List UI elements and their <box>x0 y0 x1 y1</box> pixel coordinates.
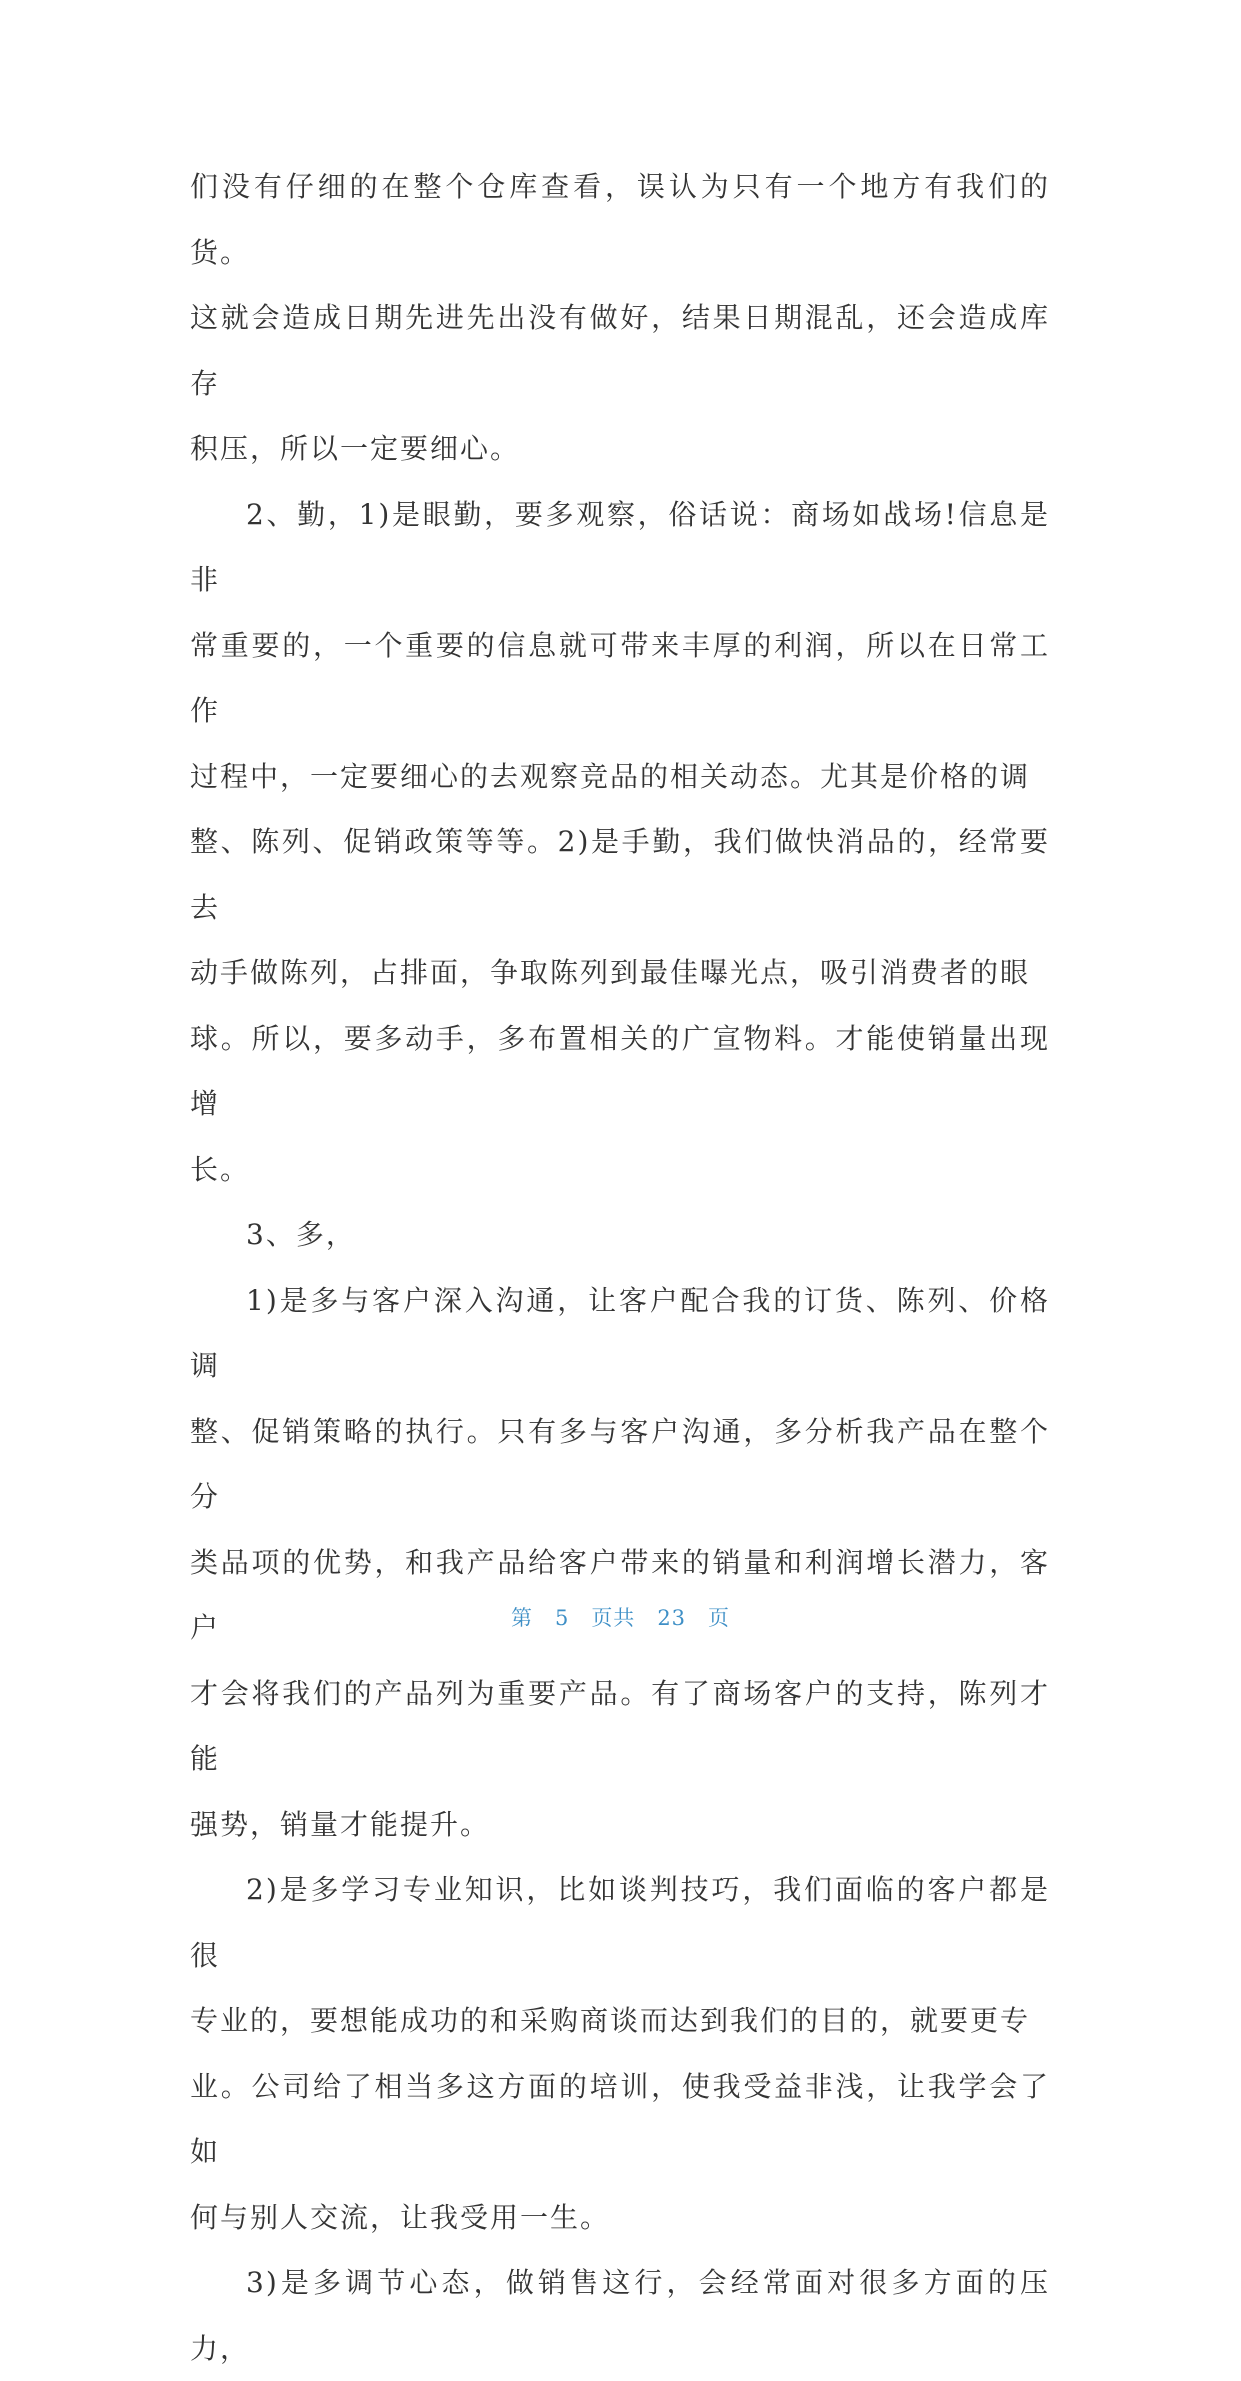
text-line: 积压，所以一定要细心。 <box>190 432 521 465</box>
text-line: 何与别人交流，让我受用一生。 <box>190 2200 611 2234</box>
footer-prefix: 第 <box>510 1606 533 1630</box>
text-line: 业。公司给了相当多这方面的培训，使我受益非浅，让我学会了如 <box>190 2069 1050 2168</box>
text-line: 整、促销策略的执行。只有多与客户沟通，多分析我产品在整个分 <box>190 1414 1050 1513</box>
document-body <box>190 154 1050 2381</box>
text-line: 3、多， <box>246 1218 356 1251</box>
page-footer <box>0 1602 1241 1632</box>
text-line: 2、勤，1)是眼勤，要多观察，俗话说：商场如战场!信息是非 <box>190 497 1050 596</box>
text-line: 才会将我们的产品列为重要产品。有了商场客户的支持，陈列才能 <box>190 1676 1050 1775</box>
text-line: 过程中，一定要细心的去观察竞品的相关动态。尤其是价格的调 <box>190 759 1031 793</box>
text-line: 类品项的优势，和我产品给客户带来的销量和利润增长潜力，客户 <box>190 1545 1050 1644</box>
text-line: 球。所以，要多动手，多布置相关的广宣物料。才能使销量出现增 <box>190 1021 1050 1120</box>
text-line: 们没有仔细的在整个仓库查看，误认为只有一个地方有我们的货。 <box>190 170 1050 269</box>
total-pages: 23 <box>657 1606 687 1630</box>
text-line: 整、陈列、促销政策等等。2)是手勤，我们做快消品的，经常要去 <box>190 825 1050 924</box>
text-line: 2)是多学习专业知识，比如谈判技巧，我们面临的客户都是很 <box>190 1873 1050 1972</box>
text-line: 动手做陈列，占排面，争取陈列到最佳曝光点，吸引消费者的眼 <box>190 956 1031 989</box>
page-number: 5 <box>554 1606 570 1630</box>
paragraph-5 <box>190 1857 1050 2250</box>
paragraph-4 <box>190 1268 1050 1858</box>
footer-middle: 页共 <box>591 1606 636 1630</box>
text-line: 常重要的，一个重要的信息就可带来丰厚的利润，所以在日常工作 <box>190 628 1050 727</box>
footer-suffix: 页 <box>708 1606 731 1630</box>
text-line: 长。 <box>190 1152 251 1186</box>
paragraph-1 <box>190 154 1050 482</box>
text-line: 这就会造成日期先进先出没有做好，结果日期混乱，还会造成库存 <box>190 301 1050 400</box>
paragraph-3 <box>190 1202 1050 1268</box>
text-line: 强势，销量才能提升。 <box>190 1807 491 1841</box>
text-line: 1)是多与客户深入沟通，让客户配合我的订货、陈列、价格调 <box>190 1283 1050 1382</box>
text-line: 3)是多调节心态，做销售这行，会经常面对很多方面的压力， <box>190 2266 1050 2365</box>
paragraph-2 <box>190 482 1050 1203</box>
paragraph-6 <box>190 2250 1050 2381</box>
text-line: 专业的，要想能成功的和采购商谈而达到我们的目的，就要更专 <box>190 2004 1031 2037</box>
